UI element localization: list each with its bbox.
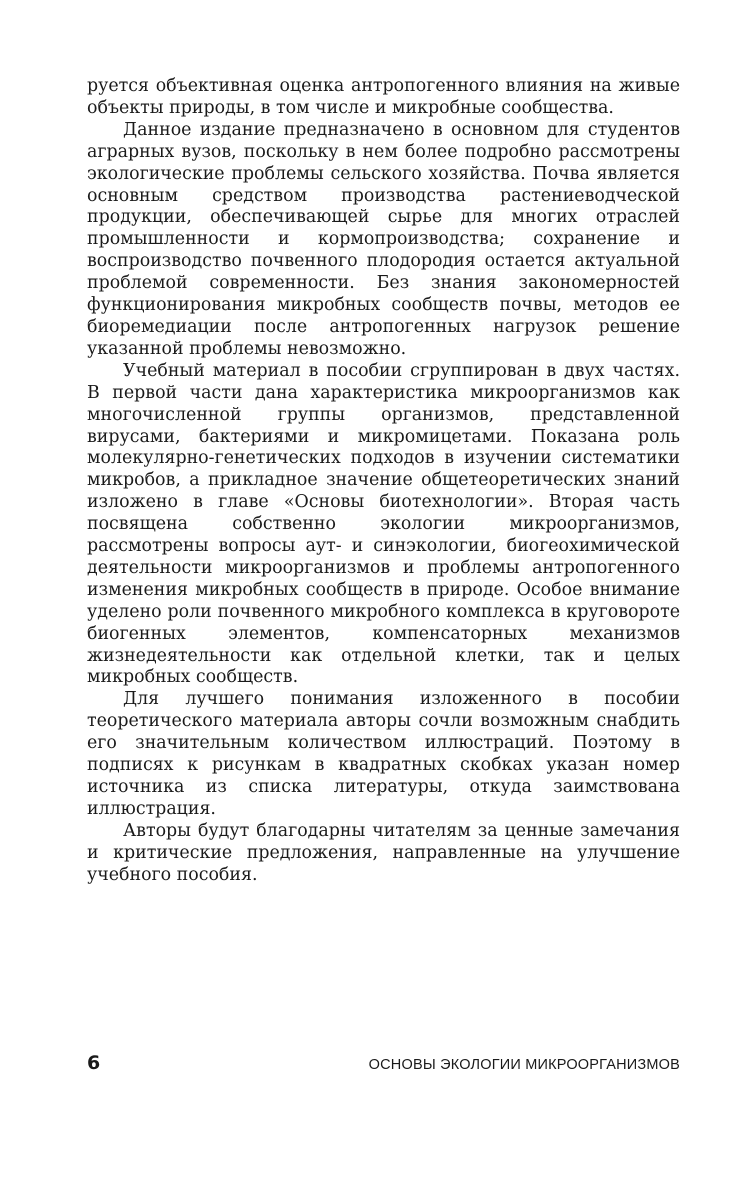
main-text <box>87 76 680 887</box>
paragraph-illustrations: Для лучшего понимания изложенного в пособии теоретического материала авторы сочли возможным снабдить его значительным количеством иллюстраций. Поэтому в подписях к рисункам в квадратных скобках указан номер источника из списка литературы, откуда заимствована иллюстрация. <box>87 689 680 819</box>
paragraph-continued: руется объективная оценка антропогенного влияния на живые объекты природы, в том числе и микробные сообщества. <box>87 76 680 118</box>
paragraph-structure: Учебный материал в пособии сгруппирован в двух частях. В первой части дана характеристика микроорганизмов как многочисленной группы организмов, представленной вирусами, бактериями и микромицетами. Показана роль молекулярно-генетических подходов в изучении систематики микробов, а прикладное значение общетеоретических знаний изложено в главе «Основы биотехнологии». Вторая часть посвящена собственно экологии микроорганизмов, рассмотрены вопросы аут- и синэкологии, биогеохимической деятельности микроорганизмов и проблемы антропогенного изменения микробных сообществ в природе. Особое внимание уделено роли почвенного микробного комплекса в круговороте биогенных элементов, компенсаторных механизмов жизнедеятельности как отдельной клетки, так и целых микробных сообществ. <box>87 360 680 688</box>
paragraph-acknowledgement: Авторы будут благодарны читателям за ценные замечания и критические предложения, направленные на улучшение учебного пособия. <box>87 820 680 885</box>
running-head: ОСНОВЫ ЭКОЛОГИИ МИКРООРГАНИЗМОВ <box>368 1057 680 1073</box>
page-number: 6 <box>87 1052 101 1074</box>
paragraph-purpose: Данное издание предназначено в основном для студентов аграрных вузов, поскольку в нем более подробно рассмотрены экологические проблемы сельского хозяйства. Почва является основным средством производства растениеводческой продукции, обеспечивающей сырье для многих отраслей промышленности и кормопроизводства; сохранение и воспроизводство почвенного плодородия остается актуальной проблемой современности. Без знания закономерностей функционирования микробных сообществ почвы, методов ее биоремедиации после антропогенных нагрузок решение указанной проблемы невозможно. <box>87 119 680 359</box>
page-footer <box>87 1048 680 1078</box>
